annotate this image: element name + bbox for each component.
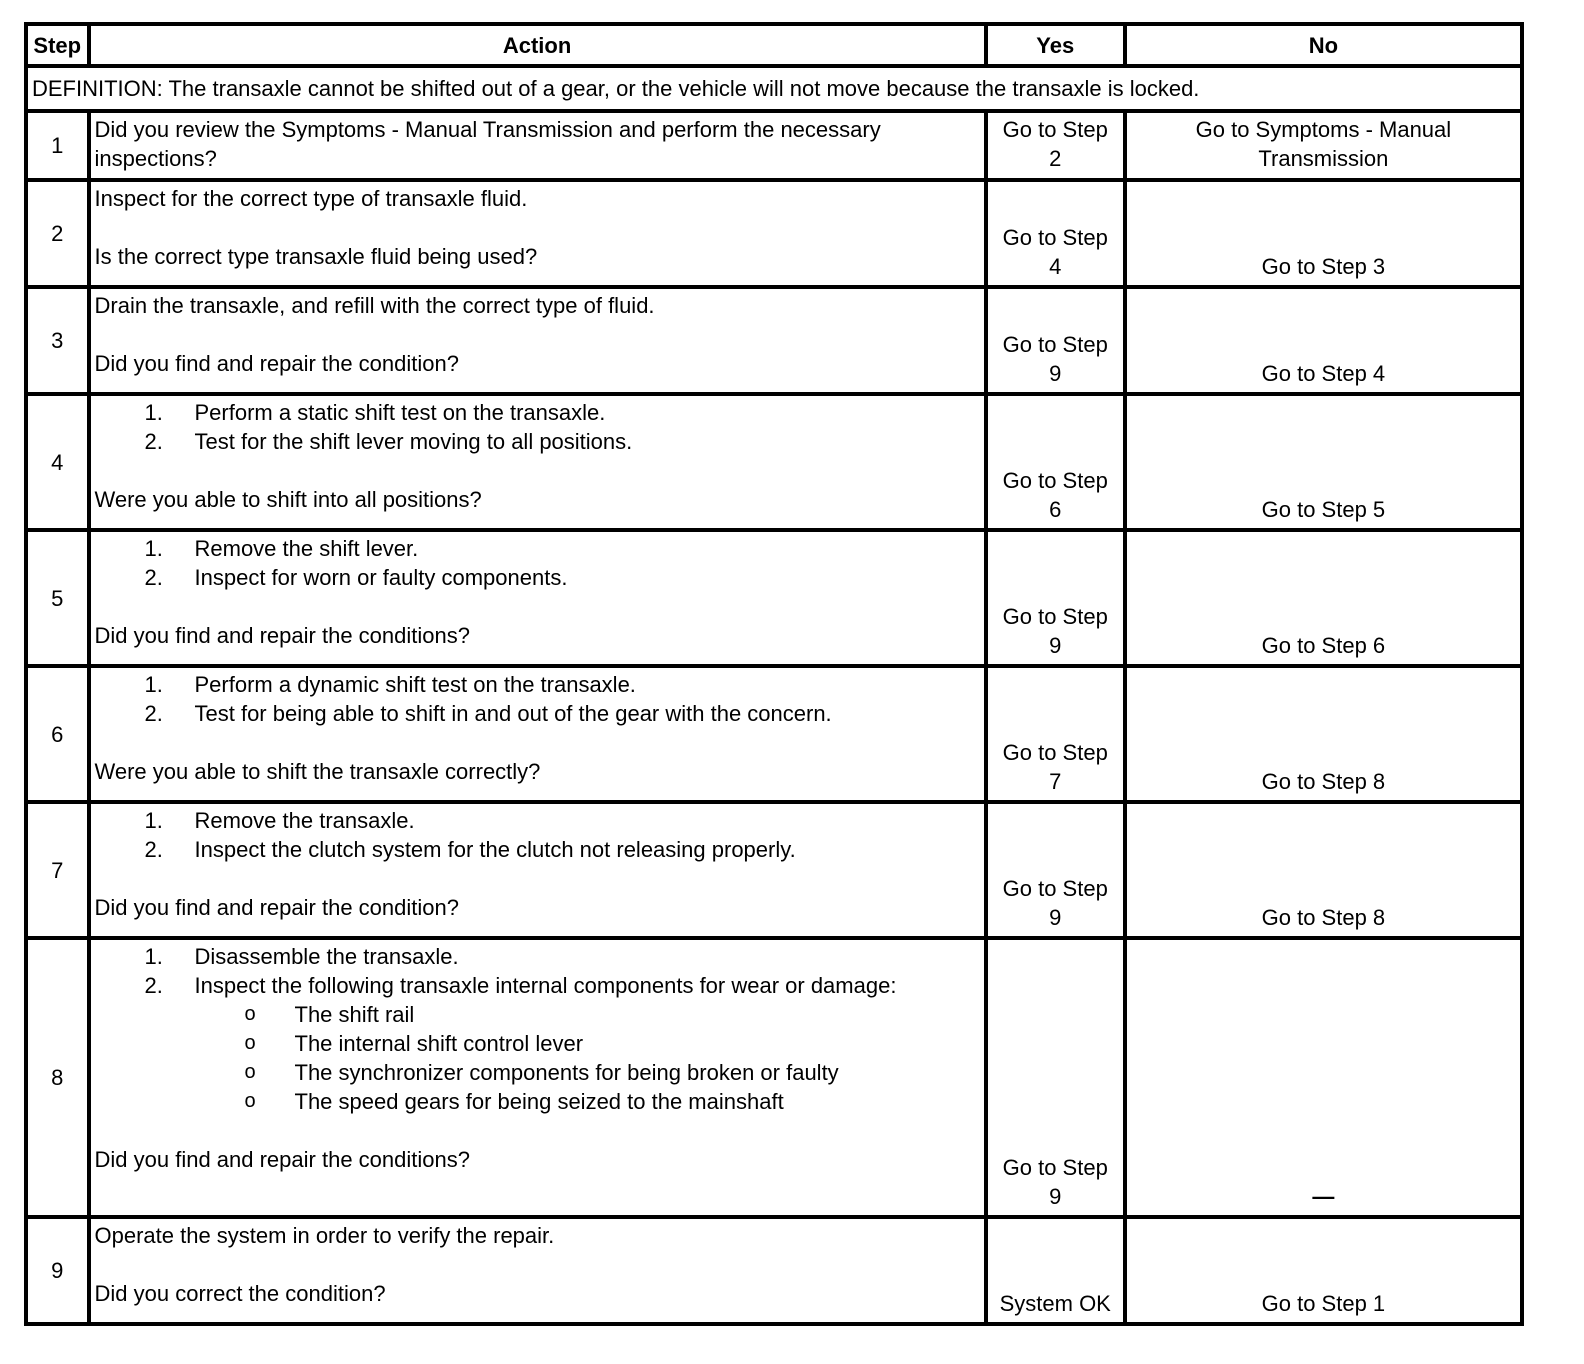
list-item-text: Perform a static shift test on the transaxle.: [194, 400, 606, 425]
no-result: Go to Step 3: [1125, 180, 1522, 287]
list-item: [95, 971, 980, 1116]
yes-result: [986, 394, 1125, 530]
numbered-list: [95, 942, 980, 1116]
list-item: [95, 398, 980, 427]
diagnostic-table: [24, 22, 1524, 1326]
yes-result: [986, 287, 1125, 394]
yes-line-2: 7: [1049, 769, 1062, 794]
action-text: Did you review the Symptoms - Manual Transmission and perform the necessary inspections?: [89, 111, 986, 180]
yes-result: [986, 666, 1125, 802]
bullet-item-text: The internal shift control lever: [294, 1031, 584, 1056]
definition-text: DEFINITION: The transaxle cannot be shifted out of a gear, or the vehicle will not move because the transaxle is locked.: [26, 66, 1522, 111]
table-row: [26, 180, 1522, 287]
list-item-text: Perform a dynamic shift test on the transaxle.: [194, 672, 636, 697]
numbered-list: [95, 806, 980, 864]
list-item-text: Remove the shift lever.: [194, 536, 419, 561]
bullet-icon: o: [244, 1090, 256, 1112]
bullet-item: [195, 1000, 980, 1029]
yes-result: System OK: [986, 1217, 1125, 1324]
bullet-item-text: The shift rail: [294, 1002, 415, 1027]
yes-result: [986, 180, 1125, 287]
bullet-item: [195, 1087, 980, 1116]
header-no: No: [1125, 24, 1522, 66]
list-item: [95, 806, 980, 835]
yes-line-1: Go to Step: [1002, 332, 1108, 357]
step-number: 6: [26, 666, 89, 802]
step-number: 7: [26, 802, 89, 938]
action-cell: [89, 1217, 986, 1324]
action-cell: [89, 180, 986, 287]
list-item-text: Inspect the following transaxle internal components for wear or damage:: [194, 973, 897, 998]
yes-result: [986, 802, 1125, 938]
header-yes: Yes: [986, 24, 1125, 66]
yes-line-1: Go to Step: [1002, 604, 1108, 629]
step-number: 2: [26, 180, 89, 287]
no-result: —: [1125, 938, 1522, 1217]
no-line-1: Go to Symptoms - Manual: [1195, 117, 1452, 142]
action-cell: [89, 802, 986, 938]
no-result: Go to Step 5: [1125, 394, 1522, 530]
yes-line-1: Go to Step: [1002, 468, 1108, 493]
table-row: [26, 287, 1522, 394]
list-item: [95, 835, 980, 864]
numbered-list: [95, 670, 980, 728]
list-number: 1.: [144, 400, 163, 425]
list-number: 1.: [144, 536, 163, 561]
action-cell: [89, 530, 986, 666]
step-number: 8: [26, 938, 89, 1217]
bullet-icon: o: [244, 1061, 256, 1083]
yes-line-2: 9: [1049, 905, 1062, 930]
list-item-text: Test for being able to shift in and out of the gear with the concern.: [194, 701, 832, 726]
step-number: 9: [26, 1217, 89, 1324]
list-item: [95, 670, 980, 699]
bullet-item-text: The synchronizer components for being broken or faulty: [294, 1060, 839, 1085]
list-item-text: Test for the shift lever moving to all positions.: [194, 429, 633, 454]
numbered-list: [95, 398, 980, 456]
step-number: 5: [26, 530, 89, 666]
list-number: 2.: [144, 565, 163, 590]
table-row: [26, 802, 1522, 938]
action-question: Did you find and repair the conditions?: [94, 623, 470, 648]
list-number: 2.: [144, 973, 163, 998]
yes-line-1: Go to Step: [1002, 876, 1108, 901]
no-result: [1125, 111, 1522, 180]
list-item-text: Inspect for worn or faulty components.: [194, 565, 568, 590]
yes-result: [986, 938, 1125, 1217]
numbered-list: [95, 534, 980, 592]
bullet-item: [195, 1029, 980, 1058]
yes-result: [986, 530, 1125, 666]
yes-line-2: 9: [1049, 1184, 1062, 1209]
list-number: 2.: [144, 701, 163, 726]
action-question: Did you find and repair the conditions?: [94, 1147, 470, 1172]
list-number: 2.: [144, 837, 163, 862]
list-item-text: Inspect the clutch system for the clutch not releasing properly.: [194, 837, 796, 862]
list-item: [95, 534, 980, 563]
bullet-list: [195, 1000, 980, 1116]
no-line-2: Transmission: [1258, 146, 1389, 171]
list-item: [95, 563, 980, 592]
table-row: [26, 938, 1522, 1217]
action-cell: [89, 666, 986, 802]
yes-line-2: 2: [1049, 146, 1062, 171]
list-item-text-with-sublist: [195, 971, 980, 1116]
no-result: Go to Step 4: [1125, 287, 1522, 394]
bullet-item: [195, 1058, 980, 1087]
table-row: [26, 394, 1522, 530]
action-cell: [89, 394, 986, 530]
list-item-text: Remove the transaxle.: [194, 808, 415, 833]
action-question: Did you find and repair the condition?: [94, 895, 459, 920]
table-row: [26, 666, 1522, 802]
action-question: Did you correct the condition?: [94, 1281, 386, 1306]
header-step: Step: [26, 24, 89, 66]
yes-line-1: Go to Step: [1002, 117, 1108, 142]
action-text: Operate the system in order to verify the repair.: [94, 1223, 555, 1248]
action-cell: [89, 287, 986, 394]
no-result: Go to Step 8: [1125, 802, 1522, 938]
list-item: [95, 699, 980, 728]
list-number: 2.: [144, 429, 163, 454]
yes-result: [986, 111, 1125, 180]
header-action: Action: [89, 24, 986, 66]
step-number: 1: [26, 111, 89, 180]
no-result: Go to Step 8: [1125, 666, 1522, 802]
yes-line-1: Go to Step: [1002, 1155, 1108, 1180]
yes-line-2: 6: [1049, 497, 1062, 522]
action-question: Were you able to shift the transaxle correctly?: [94, 759, 541, 784]
bullet-icon: o: [244, 1003, 256, 1025]
no-result: Go to Step 1: [1125, 1217, 1522, 1324]
step-number: 4: [26, 394, 89, 530]
list-number: 1.: [144, 672, 163, 697]
yes-line-1: Go to Step: [1002, 225, 1108, 250]
table-row: [26, 1217, 1522, 1324]
yes-line-2: 4: [1049, 254, 1062, 279]
yes-line-2: 9: [1049, 633, 1062, 658]
yes-line-2: 9: [1049, 361, 1062, 386]
list-number: 1.: [144, 808, 163, 833]
action-question: Did you find and repair the condition?: [94, 351, 459, 376]
table-row: [26, 111, 1522, 180]
list-item: [95, 427, 980, 456]
list-number: 1.: [144, 944, 163, 969]
definition-row: [26, 66, 1522, 111]
bullet-icon: o: [244, 1032, 256, 1054]
action-question: Were you able to shift into all positions?: [94, 487, 482, 512]
no-result: Go to Step 6: [1125, 530, 1522, 666]
action-text: Drain the transaxle, and refill with the correct type of fluid.: [94, 293, 655, 318]
list-item-text: Disassemble the transaxle.: [194, 944, 459, 969]
table-row: [26, 530, 1522, 666]
bullet-item-text: The speed gears for being seized to the mainshaft: [294, 1089, 784, 1114]
header-row: [26, 24, 1522, 66]
step-number: 3: [26, 287, 89, 394]
action-question: Is the correct type transaxle fluid being used?: [94, 244, 538, 269]
action-cell: [89, 938, 986, 1217]
list-item: [95, 942, 980, 971]
yes-line-1: Go to Step: [1002, 740, 1108, 765]
action-text: Inspect for the correct type of transaxle fluid.: [94, 186, 528, 211]
